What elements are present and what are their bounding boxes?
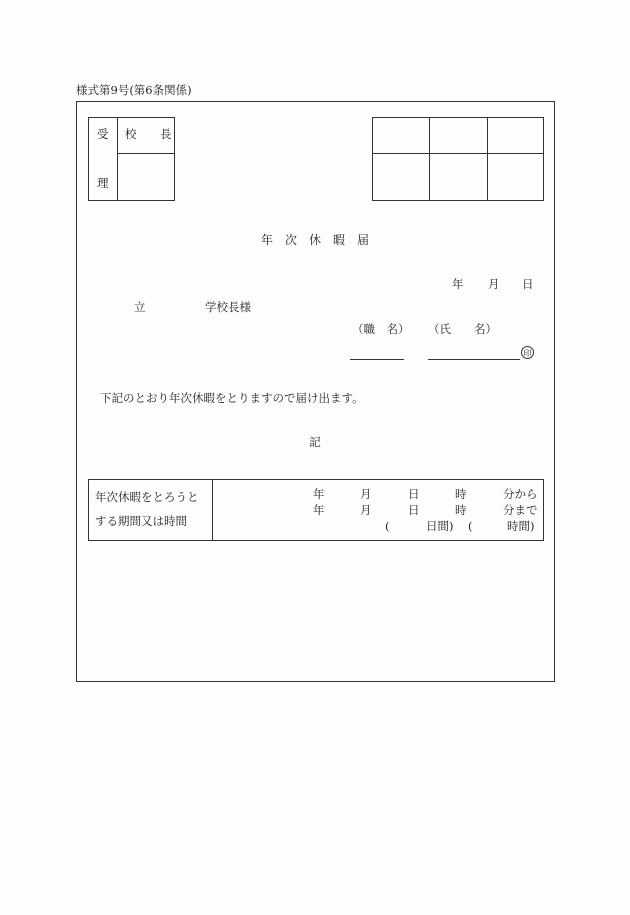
date-day-label: 日 bbox=[522, 277, 534, 291]
approval-stamp-grid bbox=[372, 117, 544, 201]
from-minute: 分から bbox=[503, 487, 538, 501]
receipt-divider-horizontal bbox=[117, 153, 175, 154]
addressee-school-principal: 学校長様 bbox=[205, 300, 251, 314]
to-day: 日 bbox=[408, 503, 420, 517]
to-minute: 分まで bbox=[503, 503, 538, 517]
name-underline bbox=[428, 359, 520, 360]
position-label: （職 名） bbox=[352, 322, 410, 336]
form-number-label: 様式第9号(第6条関係) bbox=[76, 83, 192, 97]
from-year: 年 bbox=[313, 487, 325, 501]
name-label: （氏 名） bbox=[428, 322, 497, 336]
days-open-paren: ( bbox=[385, 519, 390, 533]
hours-close-label: 時間) bbox=[507, 519, 535, 533]
hours-open-paren: ( bbox=[468, 519, 473, 533]
principal-label: 校 長 bbox=[125, 127, 178, 141]
ki-heading: 記 bbox=[309, 435, 321, 449]
to-month: 月 bbox=[360, 503, 372, 517]
receipt-uke: 受 bbox=[97, 127, 109, 141]
period-label-line1: 年次休暇をとろうと bbox=[95, 490, 199, 504]
to-hour: 時 bbox=[455, 503, 467, 517]
approval-grid-col-divider-2 bbox=[487, 117, 488, 201]
from-hour: 時 bbox=[455, 487, 467, 501]
position-underline bbox=[350, 359, 404, 360]
approval-grid-col-divider-1 bbox=[429, 117, 430, 201]
to-year: 年 bbox=[313, 503, 325, 517]
approval-grid-row-divider bbox=[372, 153, 544, 154]
period-table-divider bbox=[212, 479, 213, 541]
seal-mark: 印 bbox=[521, 346, 534, 359]
from-month: 月 bbox=[360, 487, 372, 501]
addressee-ritsu: 立 bbox=[134, 300, 146, 314]
date-year-label: 年 bbox=[452, 277, 464, 291]
receipt-ri: 理 bbox=[97, 176, 109, 190]
date-month-label: 月 bbox=[488, 277, 500, 291]
statement-text: 下記のとおり年次休暇をとりますので届け出ます。 bbox=[100, 391, 364, 405]
from-day: 日 bbox=[408, 487, 420, 501]
days-close-label: 日間) bbox=[426, 519, 454, 533]
form-title: 年 次 休 暇 届 bbox=[260, 233, 369, 247]
receipt-divider-vertical bbox=[117, 117, 118, 201]
period-label-line2: する期間又は時間 bbox=[95, 514, 187, 528]
